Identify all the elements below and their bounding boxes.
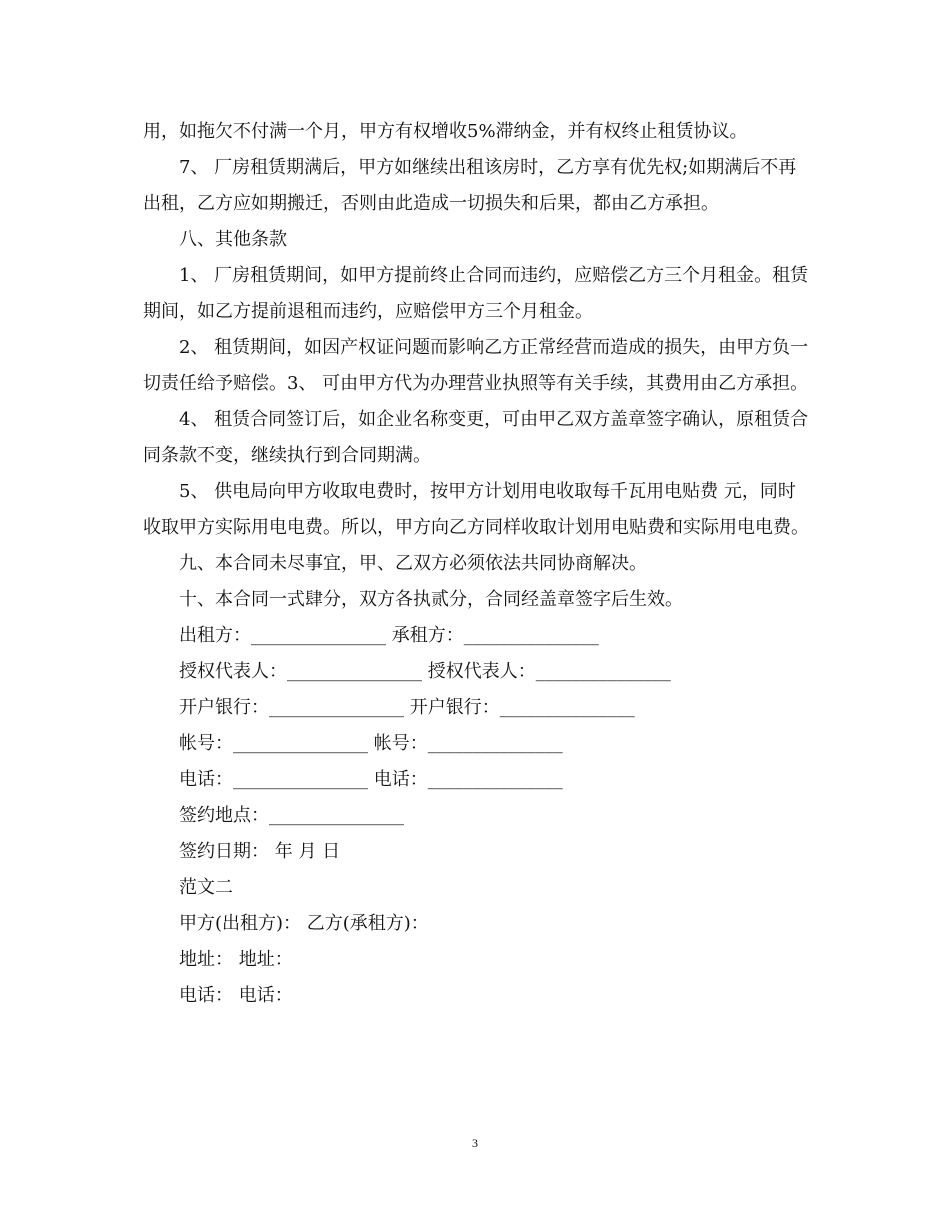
clause-8-5: 5、 供电局向甲方收取电费时，按甲方计划用电收取每千瓦用电贴费 元，同时收取甲方实际用电电费。所以，甲方向乙方同样收取计划用电贴费和实际用电电费。	[143, 481, 809, 538]
section-heading-8: 八、其他条款	[179, 229, 287, 250]
signing-date-line: 签约日期： 年 月 日	[179, 841, 341, 862]
paragraph-continuation: 用，如拖欠不付满一个月，甲方有权增收5%滞纳金，并有权终止租赁协议。	[143, 121, 748, 142]
page-number: 3	[472, 1136, 478, 1150]
clause-7: 7、 厂房租赁期满后，甲方如继续出租该房时，乙方享有优先权;如期满后不再出租，乙方应如期搬迁，否则由此造成一切损失和后果，都由乙方承担。	[143, 157, 797, 214]
authorized-representative-line: 授权代表人：_______________ 授权代表人：_______________	[179, 661, 671, 682]
clause-8-4: 4、 租赁合同签订后，如企业名称变更，可由甲乙双方盖章签字确认，原租赁合同条款不变，继续执行到合同期满。	[143, 409, 809, 466]
section-10: 十、本合同一式肆分，双方各执贰分，合同经盖章签字后生效。	[179, 589, 683, 610]
sample-two-heading: 范文二	[179, 877, 233, 898]
clause-8-2: 2、 租赁期间，如因产权证问题而影响乙方正常经营而造成的损失，由甲方负一切责任给予赔偿。3、 可由甲方代为办理营业执照等有关手续，其费用由乙方承担。	[143, 337, 809, 394]
signing-place-line: 签约地点：_______________	[179, 805, 404, 826]
clause-8-1: 1、 厂房租赁期间，如甲方提前终止合同而违约，应赔偿乙方三个月租金。租赁期间，如乙方提前退租而违约，应赔偿甲方三个月租金。	[143, 265, 809, 322]
document-body	[143, 114, 811, 1014]
address-line: 地址： 地址：	[179, 949, 293, 970]
account-line: 帐号：_______________ 帐号：_______________	[179, 733, 563, 754]
telephone-line: 电话： 电话：	[179, 985, 293, 1006]
parties-line: 甲方(出租方)： 乙方(承租方)：	[179, 913, 429, 934]
bank-line: 开户银行：_______________ 开户银行：_______________	[179, 697, 635, 718]
lessor-lessee-line: 出租方：_______________ 承租方：_______________	[179, 625, 599, 646]
section-9: 九、本合同未尽事宜，甲、乙双方必须依法共同协商解决。	[179, 553, 647, 574]
phone-line: 电话：_______________ 电话：_______________	[179, 769, 563, 790]
